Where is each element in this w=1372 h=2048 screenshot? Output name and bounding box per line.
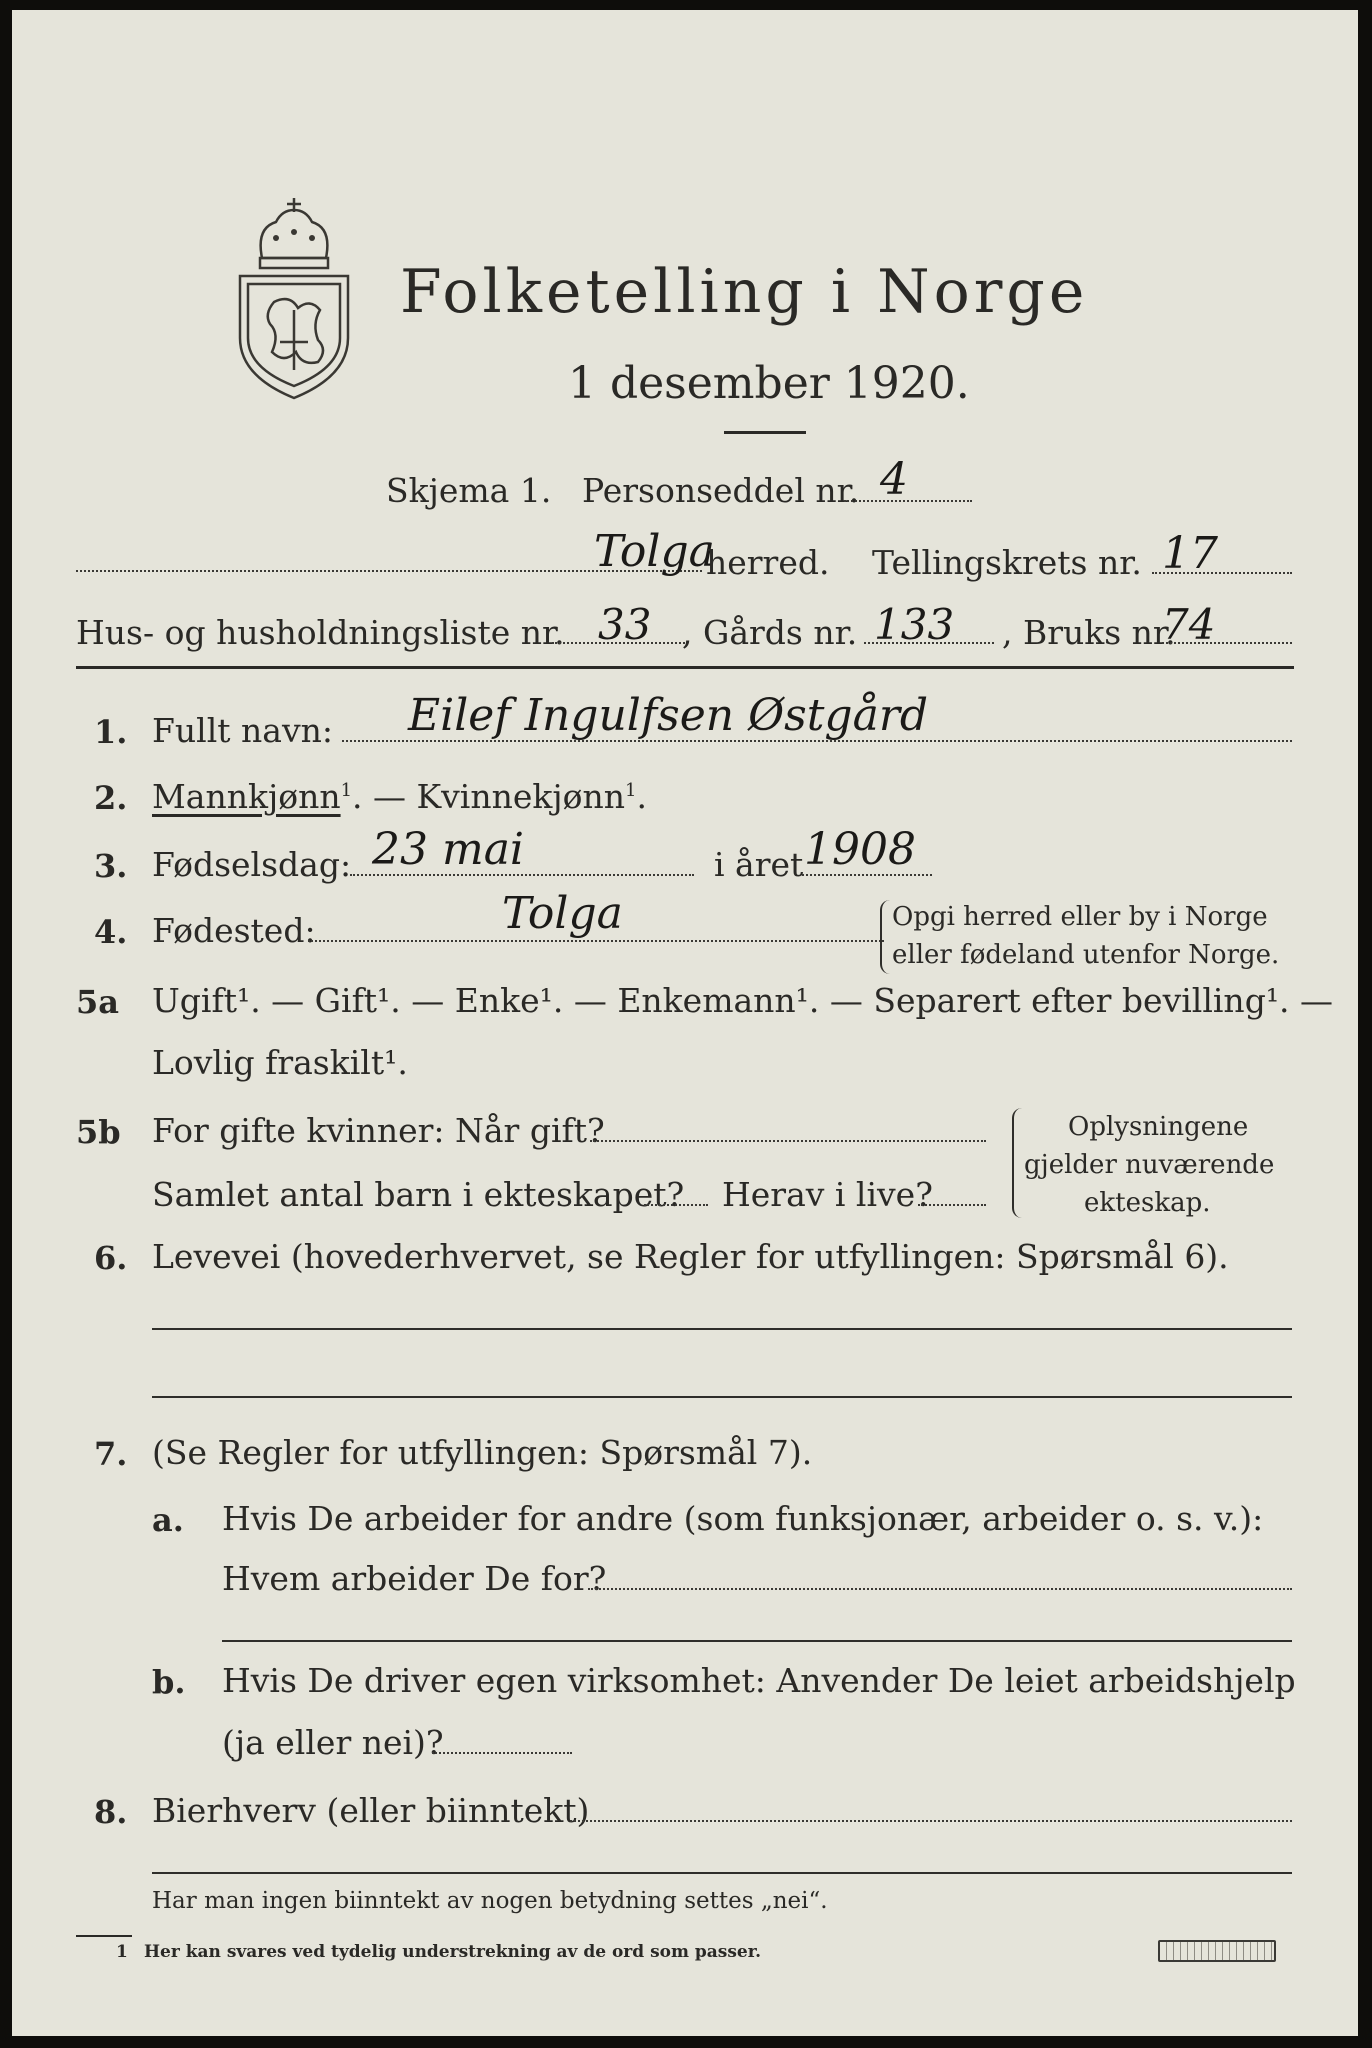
form-title: Folketelling i Norge (400, 257, 1089, 327)
q4-label: Fødested: (152, 911, 316, 950)
q2-sex-options[interactable] (152, 777, 647, 816)
q7b-line-1: Hvis De driver egen virksomhet: Anvender De leiet arbeidshjelp (222, 1661, 1296, 1700)
herred-value: Tolga (594, 526, 715, 577)
occupation-field-2[interactable] (152, 1396, 1292, 1398)
q4-note-2: eller fødeland utenfor Norge. (892, 940, 1280, 970)
side-income-field-2[interactable] (152, 1872, 1292, 1874)
census-form (12, 10, 1358, 2036)
q5b-children-label: Samlet antal barn i ekteskapet? (152, 1175, 685, 1214)
tellingskrets-label: Tellingskrets nr. (872, 543, 1142, 582)
year-label: i året (714, 845, 804, 884)
q8-text: Bierhverv (eller biinntekt) (152, 1791, 590, 1830)
q5b-alive-label: Herav i live? (722, 1175, 933, 1214)
herred-label: herred. (706, 543, 830, 582)
employer-field[interactable] (588, 1588, 1292, 1590)
q7-number: 7. (94, 1435, 128, 1473)
q3-number: 3. (94, 847, 128, 885)
personseddel-value: 4 (880, 454, 908, 505)
birthday-value: 23 mai (372, 824, 525, 875)
footnote-number: 1 (116, 1942, 128, 1962)
option-male[interactable]: Mannkjønn (152, 777, 341, 816)
gards-value: 133 (874, 600, 955, 649)
full-name-value: Eilef Ingulfsen Østgård (408, 690, 929, 741)
q4-note-brace (880, 900, 892, 974)
husliste-label: Hus- og husholdningsliste nr. (76, 613, 565, 652)
option-female[interactable]: . — Kvinnekjønn (352, 777, 625, 816)
q7a-line-1: Hvis De arbeider for andre (som funksjonær, arbeider o. s. v.): (222, 1499, 1264, 1538)
q7b-line-2: (ja eller nei)? (222, 1723, 444, 1762)
norwegian-coat-of-arms-icon (230, 192, 358, 402)
q4-note-1: Opgi herred eller by i Norge (892, 902, 1268, 932)
q3-label: Fødselsdag: (152, 845, 352, 884)
children-count-field[interactable] (644, 1204, 708, 1206)
employer-field-2[interactable] (222, 1640, 1292, 1642)
no-income-note: Har man ingen biinntekt av nogen betydning settes „nei“. (152, 1888, 828, 1914)
q5a-line-2[interactable]: Lovlig fraskilt¹. (152, 1043, 408, 1082)
gards-label: , Gårds nr. (682, 613, 858, 652)
q7a-letter: a. (152, 1501, 184, 1539)
q6-number: 6. (94, 1239, 128, 1277)
birthplace-field[interactable] (308, 940, 884, 942)
q6-text: Levevei (hovederhvervet, se Regler for utfyllingen: Spørsmål 6). (152, 1237, 1229, 1276)
children-alive-field[interactable] (918, 1204, 986, 1206)
side-income-field[interactable] (570, 1820, 1292, 1822)
hired-help-field[interactable] (432, 1752, 572, 1754)
printer-mark (1158, 1940, 1276, 1962)
q2-number: 2. (94, 779, 128, 817)
q5b-note-1: Oplysningene (1068, 1112, 1249, 1142)
q7b-letter: b. (152, 1663, 186, 1701)
q8-number: 8. (94, 1793, 128, 1831)
bruks-value: 74 (1162, 600, 1216, 649)
q2-end: . (636, 777, 647, 816)
q5b-number: 5b (76, 1113, 121, 1151)
q4-number: 4. (94, 913, 128, 951)
q5b-line-1: For gifte kvinner: Når gift? (152, 1111, 605, 1150)
q5a-line-1[interactable]: Ugift¹. — Gift¹. — Enke¹. — Enkemann¹. — Separert efter bevilling¹. — (152, 981, 1334, 1020)
q5b-note-brace (1012, 1108, 1024, 1218)
personseddel-label: Personseddel nr. (582, 471, 860, 510)
husliste-value: 33 (598, 600, 652, 649)
footnote-text: Her kan svares ved tydelig understrekning av de ord som passer. (144, 1942, 762, 1962)
married-date-field[interactable] (590, 1140, 986, 1142)
skjema-label: Skjema 1. (386, 471, 552, 510)
q2-footnote-mark-2: 1 (625, 780, 637, 801)
q5b-note-2: gjelder nuværende (1024, 1150, 1275, 1180)
header-divider (76, 666, 1294, 669)
q5a-number: 5a (76, 983, 119, 1021)
q7-text: (Se Regler for utfyllingen: Spørsmål 7). (152, 1433, 813, 1472)
q1-label: Fullt navn: (152, 711, 333, 750)
q2-footnote-mark: 1 (340, 780, 353, 801)
title-divider (724, 431, 806, 434)
birthplace-value: Tolga (502, 888, 623, 939)
bruks-label: , Bruks nr. (1002, 613, 1176, 652)
footnote-divider (76, 1935, 132, 1937)
q7a-line-2: Hvem arbeider De for? (222, 1559, 607, 1598)
q1-number: 1. (94, 713, 128, 751)
occupation-field-1[interactable] (152, 1328, 1292, 1330)
q5b-note-3: ekteskap. (1084, 1188, 1211, 1218)
tellingskrets-value: 17 (1162, 528, 1218, 579)
birth-year-value: 1908 (804, 824, 916, 875)
census-date: 1 desember 1920. (568, 358, 970, 409)
personseddel-field[interactable] (844, 500, 972, 502)
